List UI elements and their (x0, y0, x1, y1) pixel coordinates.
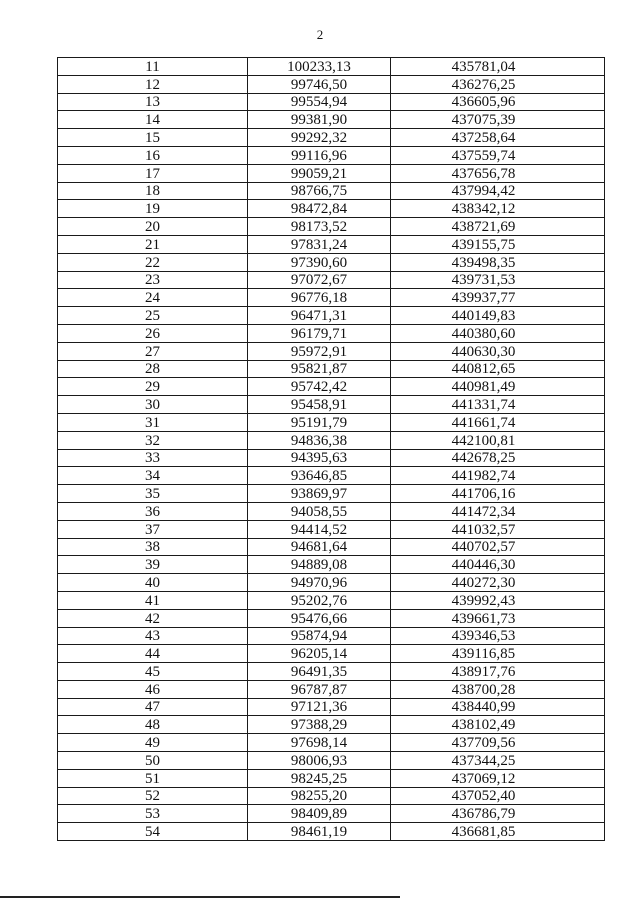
y-coordinate-cell: 436786,79 (391, 805, 605, 823)
table-row (58, 663, 605, 681)
point-number-cell: 30 (58, 396, 248, 414)
table-row (58, 823, 605, 841)
y-coordinate-cell: 436276,25 (391, 75, 605, 93)
table-row (58, 752, 605, 770)
table-row (58, 680, 605, 698)
point-number-cell: 42 (58, 609, 248, 627)
y-coordinate-cell: 437709,56 (391, 734, 605, 752)
point-number-cell: 15 (58, 129, 248, 147)
y-coordinate-cell: 442678,25 (391, 449, 605, 467)
point-number-cell: 44 (58, 645, 248, 663)
x-coordinate-cell: 95458,91 (248, 396, 391, 414)
x-coordinate-cell: 97072,67 (248, 271, 391, 289)
point-number-cell: 23 (58, 271, 248, 289)
x-coordinate-cell: 94058,55 (248, 502, 391, 520)
table-row (58, 75, 605, 93)
table-row (58, 413, 605, 431)
x-coordinate-cell: 95202,76 (248, 591, 391, 609)
x-coordinate-cell: 99059,21 (248, 164, 391, 182)
point-number-cell: 40 (58, 574, 248, 592)
table-row (58, 769, 605, 787)
table-row (58, 93, 605, 111)
x-coordinate-cell: 97698,14 (248, 734, 391, 752)
y-coordinate-cell: 439116,85 (391, 645, 605, 663)
table-row (58, 182, 605, 200)
point-number-cell: 13 (58, 93, 248, 111)
y-coordinate-cell: 438102,49 (391, 716, 605, 734)
table-row (58, 467, 605, 485)
x-coordinate-cell: 99292,32 (248, 129, 391, 147)
point-number-cell: 51 (58, 769, 248, 787)
x-coordinate-cell: 97388,29 (248, 716, 391, 734)
table-row (58, 627, 605, 645)
x-coordinate-cell: 94889,08 (248, 556, 391, 574)
y-coordinate-cell: 437994,42 (391, 182, 605, 200)
x-coordinate-cell: 99746,50 (248, 75, 391, 93)
point-number-cell: 31 (58, 413, 248, 431)
table-row (58, 485, 605, 503)
table-row (58, 609, 605, 627)
x-coordinate-cell: 98173,52 (248, 218, 391, 236)
point-number-cell: 47 (58, 698, 248, 716)
x-coordinate-cell: 95972,91 (248, 342, 391, 360)
point-number-cell: 52 (58, 787, 248, 805)
table-row (58, 342, 605, 360)
x-coordinate-cell: 100233,13 (248, 58, 391, 76)
point-number-cell: 43 (58, 627, 248, 645)
x-coordinate-cell: 97390,60 (248, 253, 391, 271)
table-row (58, 200, 605, 218)
x-coordinate-cell: 98255,20 (248, 787, 391, 805)
table-row (58, 698, 605, 716)
x-coordinate-cell: 99554,94 (248, 93, 391, 111)
x-coordinate-cell: 96205,14 (248, 645, 391, 663)
x-coordinate-cell: 95874,94 (248, 627, 391, 645)
y-coordinate-cell: 437258,64 (391, 129, 605, 147)
table-row (58, 271, 605, 289)
table-row (58, 58, 605, 76)
x-coordinate-cell: 95476,66 (248, 609, 391, 627)
x-coordinate-cell: 98472,84 (248, 200, 391, 218)
table-row (58, 253, 605, 271)
y-coordinate-cell: 435781,04 (391, 58, 605, 76)
x-coordinate-cell: 96491,35 (248, 663, 391, 681)
y-coordinate-cell: 439661,73 (391, 609, 605, 627)
table-row (58, 360, 605, 378)
y-coordinate-cell: 438342,12 (391, 200, 605, 218)
x-coordinate-cell: 96787,87 (248, 680, 391, 698)
x-coordinate-cell: 98461,19 (248, 823, 391, 841)
point-number-cell: 53 (58, 805, 248, 823)
x-coordinate-cell: 93869,97 (248, 485, 391, 503)
y-coordinate-cell: 438917,76 (391, 663, 605, 681)
y-coordinate-cell: 439346,53 (391, 627, 605, 645)
point-number-cell: 36 (58, 502, 248, 520)
y-coordinate-cell: 441982,74 (391, 467, 605, 485)
x-coordinate-cell: 94836,38 (248, 431, 391, 449)
point-number-cell: 26 (58, 324, 248, 342)
point-number-cell: 18 (58, 182, 248, 200)
y-coordinate-cell: 440272,30 (391, 574, 605, 592)
y-coordinate-cell: 441331,74 (391, 396, 605, 414)
x-coordinate-cell: 98006,93 (248, 752, 391, 770)
table-row (58, 805, 605, 823)
x-coordinate-cell: 93646,85 (248, 467, 391, 485)
point-number-cell: 25 (58, 307, 248, 325)
table-row (58, 235, 605, 253)
y-coordinate-cell: 438700,28 (391, 680, 605, 698)
y-coordinate-cell: 437052,40 (391, 787, 605, 805)
point-number-cell: 34 (58, 467, 248, 485)
y-coordinate-cell: 441472,34 (391, 502, 605, 520)
table-row (58, 538, 605, 556)
x-coordinate-cell: 97831,24 (248, 235, 391, 253)
table-row (58, 556, 605, 574)
y-coordinate-cell: 440812,65 (391, 360, 605, 378)
y-coordinate-cell: 438721,69 (391, 218, 605, 236)
table-row (58, 502, 605, 520)
y-coordinate-cell: 437075,39 (391, 111, 605, 129)
table-row (58, 324, 605, 342)
y-coordinate-cell: 440702,57 (391, 538, 605, 556)
table-row (58, 574, 605, 592)
x-coordinate-cell: 96471,31 (248, 307, 391, 325)
point-number-cell: 33 (58, 449, 248, 467)
point-number-cell: 20 (58, 218, 248, 236)
table-row (58, 307, 605, 325)
table-row (58, 378, 605, 396)
point-number-cell: 49 (58, 734, 248, 752)
x-coordinate-cell: 97121,36 (248, 698, 391, 716)
y-coordinate-cell: 442100,81 (391, 431, 605, 449)
y-coordinate-cell: 441032,57 (391, 520, 605, 538)
table-row (58, 431, 605, 449)
table-row (58, 289, 605, 307)
y-coordinate-cell: 439937,77 (391, 289, 605, 307)
table-row (58, 591, 605, 609)
x-coordinate-cell: 98766,75 (248, 182, 391, 200)
coordinates-table (57, 57, 605, 841)
table-row (58, 111, 605, 129)
point-number-cell: 41 (58, 591, 248, 609)
point-number-cell: 48 (58, 716, 248, 734)
point-number-cell: 28 (58, 360, 248, 378)
point-number-cell: 27 (58, 342, 248, 360)
point-number-cell: 17 (58, 164, 248, 182)
y-coordinate-cell: 439155,75 (391, 235, 605, 253)
point-number-cell: 21 (58, 235, 248, 253)
y-coordinate-cell: 437069,12 (391, 769, 605, 787)
table-row (58, 218, 605, 236)
x-coordinate-cell: 99381,90 (248, 111, 391, 129)
y-coordinate-cell: 439731,53 (391, 271, 605, 289)
table-row (58, 164, 605, 182)
point-number-cell: 19 (58, 200, 248, 218)
x-coordinate-cell: 95821,87 (248, 360, 391, 378)
point-number-cell: 45 (58, 663, 248, 681)
table-row (58, 645, 605, 663)
y-coordinate-cell: 440981,49 (391, 378, 605, 396)
point-number-cell: 29 (58, 378, 248, 396)
point-number-cell: 24 (58, 289, 248, 307)
point-number-cell: 50 (58, 752, 248, 770)
y-coordinate-cell: 440380,60 (391, 324, 605, 342)
y-coordinate-cell: 440630,30 (391, 342, 605, 360)
scan-edge-line (0, 896, 400, 898)
y-coordinate-cell: 440149,83 (391, 307, 605, 325)
y-coordinate-cell: 441661,74 (391, 413, 605, 431)
point-number-cell: 54 (58, 823, 248, 841)
point-number-cell: 14 (58, 111, 248, 129)
table-row (58, 449, 605, 467)
coordinates-table-body (58, 58, 605, 841)
table-row (58, 129, 605, 147)
y-coordinate-cell: 440446,30 (391, 556, 605, 574)
point-number-cell: 32 (58, 431, 248, 449)
y-coordinate-cell: 437559,74 (391, 146, 605, 164)
y-coordinate-cell: 438440,99 (391, 698, 605, 716)
point-number-cell: 35 (58, 485, 248, 503)
y-coordinate-cell: 436605,96 (391, 93, 605, 111)
table-row (58, 396, 605, 414)
x-coordinate-cell: 98409,89 (248, 805, 391, 823)
table-row (58, 734, 605, 752)
point-number-cell: 12 (58, 75, 248, 93)
x-coordinate-cell: 94414,52 (248, 520, 391, 538)
page-number: 2 (316, 27, 324, 42)
point-number-cell: 39 (58, 556, 248, 574)
x-coordinate-cell: 94970,96 (248, 574, 391, 592)
table-row (58, 716, 605, 734)
point-number-cell: 11 (58, 58, 248, 76)
point-number-cell: 38 (58, 538, 248, 556)
x-coordinate-cell: 95742,42 (248, 378, 391, 396)
y-coordinate-cell: 439498,35 (391, 253, 605, 271)
x-coordinate-cell: 94395,63 (248, 449, 391, 467)
y-coordinate-cell: 441706,16 (391, 485, 605, 503)
x-coordinate-cell: 98245,25 (248, 769, 391, 787)
point-number-cell: 37 (58, 520, 248, 538)
point-number-cell: 16 (58, 146, 248, 164)
y-coordinate-cell: 437656,78 (391, 164, 605, 182)
y-coordinate-cell: 439992,43 (391, 591, 605, 609)
table-row (58, 520, 605, 538)
x-coordinate-cell: 96776,18 (248, 289, 391, 307)
point-number-cell: 46 (58, 680, 248, 698)
point-number-cell: 22 (58, 253, 248, 271)
table-row (58, 787, 605, 805)
y-coordinate-cell: 436681,85 (391, 823, 605, 841)
y-coordinate-cell: 437344,25 (391, 752, 605, 770)
x-coordinate-cell: 95191,79 (248, 413, 391, 431)
x-coordinate-cell: 99116,96 (248, 146, 391, 164)
table-row (58, 146, 605, 164)
x-coordinate-cell: 96179,71 (248, 324, 391, 342)
x-coordinate-cell: 94681,64 (248, 538, 391, 556)
